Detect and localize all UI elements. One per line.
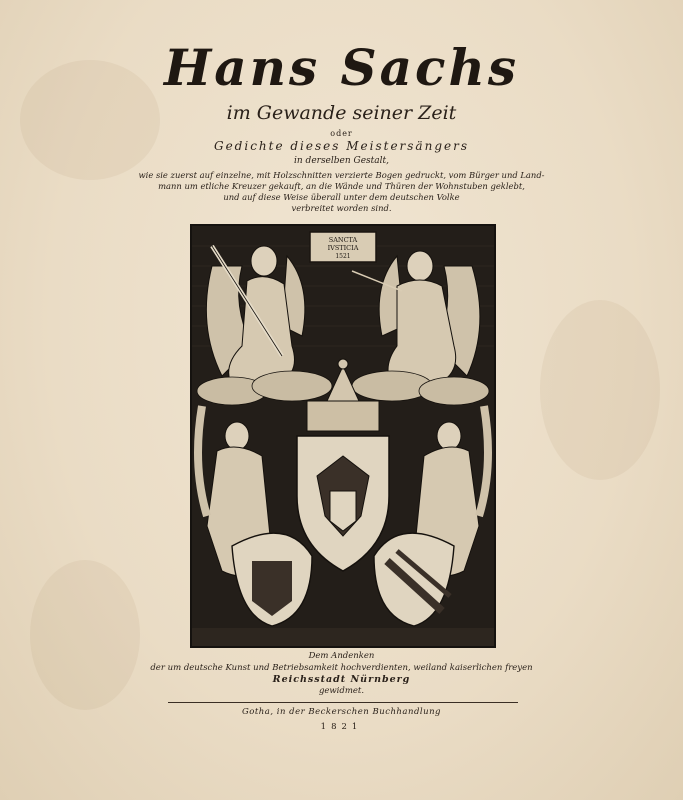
woodcut-drawing <box>192 226 494 646</box>
paper-stain <box>540 300 660 480</box>
description-line: mann um etliche Kreuzer gekauft, an die Wände und Thüren der Wohnstuben geklebt, <box>158 181 525 191</box>
dedication-line: Dem Andenken <box>308 651 375 661</box>
banner-year: 1521 <box>335 253 351 260</box>
angel-justice-figure <box>206 246 304 386</box>
section-heading: Gedichte dieses Meistersängers <box>213 139 469 153</box>
dedication-block <box>0 651 683 697</box>
page-title: Hans Sachs <box>164 38 519 97</box>
connector-text: oder <box>330 129 353 138</box>
dedication-line: gewidmet. <box>318 685 365 696</box>
description-block <box>0 170 683 214</box>
woodcut-illustration <box>190 224 496 648</box>
page-subtitle: im Gewande seiner Zeit <box>226 102 457 124</box>
dedication-city: Reichsstadt Nürnberg <box>272 674 411 686</box>
description-line: verbreitet worden sind. <box>291 203 392 213</box>
section-subheading: in derselben Gestalt, <box>294 156 389 166</box>
banner-text-2: IVSTICIA <box>327 244 359 252</box>
divider-rule <box>168 702 518 703</box>
banner-text-1: SANCTA <box>328 236 358 244</box>
woodcut-ground <box>192 628 494 646</box>
description-line: und auf diese Weise überall unter dem deutschen Volke <box>223 192 460 202</box>
publication-year: 1821 <box>320 722 363 732</box>
dedication-line: der um deutsche Kunst und Betriebsamkeit hochverdienten, weiland kaiserlichen freyen <box>150 662 533 673</box>
description-line: wie sie zuerst auf einzelne, mit Holzschnitten verzierte Bogen gedruckt, vom Bürger und Land- <box>138 170 545 180</box>
imprint-text: Gotha, in der Beckerschen Buchhandlung <box>241 707 441 717</box>
